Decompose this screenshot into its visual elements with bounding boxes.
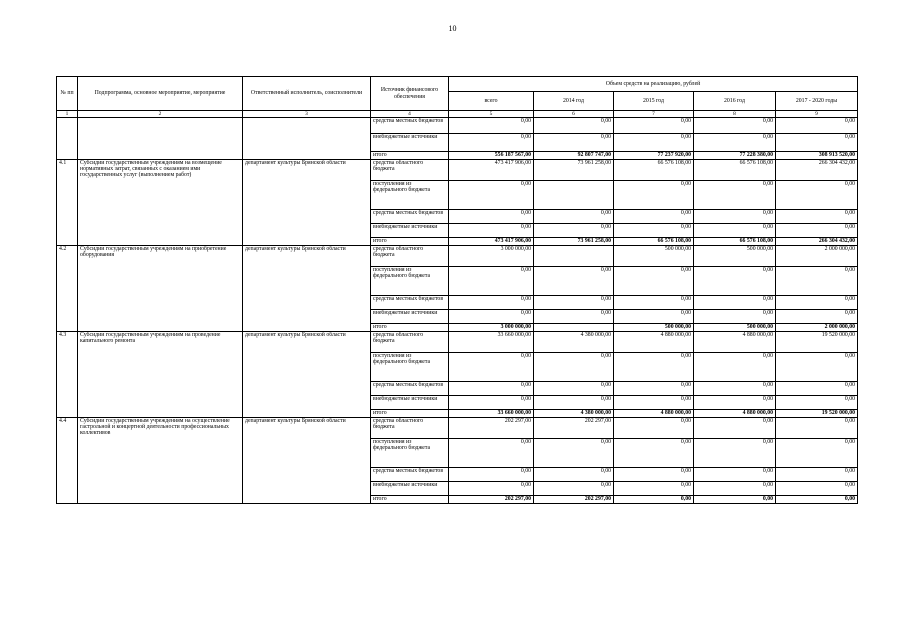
header-source: Источник финансового обеспечения	[371, 77, 449, 111]
source-cell: внебюджетные источники	[371, 310, 449, 324]
value-cell: 0,00	[694, 468, 776, 482]
item-num	[57, 118, 78, 160]
source-cell: итого	[371, 496, 449, 504]
value-cell: 0,00	[776, 267, 858, 296]
value-cell: 0,00	[534, 267, 614, 296]
value-cell: 0,00	[449, 267, 534, 296]
value-cell: 33 660 000,00	[449, 332, 534, 353]
source-cell: поступления из федерального бюджета	[371, 353, 449, 382]
source-cell: средства местных бюджетов	[371, 468, 449, 482]
value-cell: 0,00	[694, 267, 776, 296]
value-cell: 0,00	[776, 134, 858, 152]
value-cell: 0,00	[694, 482, 776, 496]
total-value-cell: 2 000 000,00	[776, 324, 858, 332]
value-cell: 473 417 906,00	[449, 160, 534, 181]
value-cell: 500 000,00	[614, 246, 694, 267]
value-cell: 0,00	[449, 181, 534, 210]
value-cell: 0,00	[614, 482, 694, 496]
total-value-cell: 473 417 906,00	[449, 238, 534, 246]
value-cell: 66 576 108,00	[694, 160, 776, 181]
value-cell: 0,00	[694, 439, 776, 468]
value-cell: 0,00	[449, 224, 534, 238]
value-cell: 0,00	[776, 296, 858, 310]
value-cell: 0,00	[614, 210, 694, 224]
value-cell: 2 000 000,00	[776, 246, 858, 267]
total-value-cell: 92 807 747,00	[534, 152, 614, 160]
column-index: 5	[449, 111, 534, 118]
total-value-cell: 202 297,00	[449, 496, 534, 504]
value-cell: 0,00	[694, 310, 776, 324]
total-value-cell: 77 228 380,00	[694, 152, 776, 160]
value-cell: 0,00	[694, 418, 776, 439]
value-cell: 0,00	[449, 468, 534, 482]
value-cell: 4 380 000,00	[534, 332, 614, 353]
header-year-2014: 2014 год	[534, 92, 614, 111]
header-year-2016: 2016 год	[694, 92, 776, 111]
value-cell: 266 304 432,00	[776, 160, 858, 181]
value-cell: 0,00	[776, 482, 858, 496]
source-cell: средства местных бюджетов	[371, 118, 449, 134]
value-cell: 0,00	[694, 134, 776, 152]
item-executor	[243, 118, 371, 160]
column-index: 1	[57, 111, 78, 118]
item-executor: департамент культуры Брянской области	[243, 160, 371, 246]
value-cell: 0,00	[534, 296, 614, 310]
value-cell: 0,00	[776, 439, 858, 468]
source-cell: внебюджетные источники	[371, 134, 449, 152]
value-cell: 0,00	[614, 134, 694, 152]
column-index: 8	[694, 111, 776, 118]
header-num: № пп	[57, 77, 78, 111]
item-executor: департамент культуры Брянской области	[243, 418, 371, 504]
value-cell: 0,00	[694, 181, 776, 210]
total-value-cell: 500 000,00	[694, 324, 776, 332]
value-cell: 0,00	[694, 382, 776, 396]
item-name: Субсидии государственным учреждениям на возмещение нормативных затрат, связанных с оказанием ими государственных услуг (выполнением работ)	[78, 160, 243, 246]
value-cell: 0,00	[449, 396, 534, 410]
value-cell: 0,00	[534, 468, 614, 482]
source-cell: средства областного бюджета	[371, 160, 449, 181]
value-cell	[534, 181, 614, 210]
value-cell: 0,00	[614, 296, 694, 310]
column-index: 2	[78, 111, 243, 118]
column-index: 4	[371, 111, 449, 118]
header-volume: Объем средств на реализацию, рублей	[449, 77, 858, 92]
value-cell: 0,00	[449, 296, 534, 310]
total-value-cell: 4 880 000,00	[614, 410, 694, 418]
total-value-cell: 500 000,00	[614, 324, 694, 332]
value-cell: 0,00	[614, 396, 694, 410]
total-value-cell: 3 000 000,00	[449, 324, 534, 332]
value-cell: 0,00	[449, 382, 534, 396]
value-cell: 66 576 108,00	[614, 160, 694, 181]
value-cell: 0,00	[534, 396, 614, 410]
value-cell: 0,00	[614, 439, 694, 468]
total-value-cell: 66 576 108,00	[614, 238, 694, 246]
header-year-2015: 2015 год	[614, 92, 694, 111]
value-cell: 0,00	[776, 181, 858, 210]
header-year-total: всего	[449, 92, 534, 111]
header-program: Подпрограмма, основное мероприятие, мероприятие	[78, 77, 243, 111]
value-cell: 0,00	[776, 468, 858, 482]
column-index: 7	[614, 111, 694, 118]
source-cell: средства областного бюджета	[371, 332, 449, 353]
value-cell: 0,00	[449, 210, 534, 224]
total-value-cell: 66 576 108,00	[694, 238, 776, 246]
value-cell: 0,00	[614, 418, 694, 439]
value-cell: 0,00	[776, 224, 858, 238]
source-cell: средства областного бюджета	[371, 418, 449, 439]
value-cell: 202 297,00	[449, 418, 534, 439]
value-cell: 0,00	[614, 224, 694, 238]
value-cell: 0,00	[449, 482, 534, 496]
total-value-cell: 0,00	[694, 496, 776, 504]
value-cell: 0,00	[776, 310, 858, 324]
value-cell: 4 880 000,00	[614, 332, 694, 353]
source-cell: итого	[371, 410, 449, 418]
value-cell: 0,00	[534, 439, 614, 468]
column-index-row	[57, 111, 858, 118]
value-cell: 3 000 000,00	[449, 246, 534, 267]
value-cell: 500 000,00	[694, 246, 776, 267]
table-row	[57, 160, 858, 181]
total-value-cell: 266 304 432,00	[776, 238, 858, 246]
value-cell: 0,00	[776, 396, 858, 410]
total-value-cell: 77 237 920,00	[614, 152, 694, 160]
table-row	[57, 246, 858, 267]
total-value-cell: 33 660 000,00	[449, 410, 534, 418]
source-cell: средства местных бюджетов	[371, 210, 449, 224]
total-value-cell: 202 297,00	[534, 496, 614, 504]
source-cell: внебюджетные источники	[371, 224, 449, 238]
value-cell: 0,00	[694, 118, 776, 134]
item-name: Субсидии государственным учреждениям на приобретение оборудования	[78, 246, 243, 332]
source-cell: поступления из федерального бюджета	[371, 181, 449, 210]
value-cell: 0,00	[694, 396, 776, 410]
value-cell: 0,00	[614, 267, 694, 296]
table-row	[57, 118, 858, 134]
source-cell: средства областного бюджета	[371, 246, 449, 267]
value-cell: 0,00	[614, 353, 694, 382]
item-name	[78, 118, 243, 160]
source-cell: средства местных бюджетов	[371, 296, 449, 310]
total-value-cell: 308 913 520,00	[776, 152, 858, 160]
value-cell: 0,00	[614, 310, 694, 324]
value-cell: 0,00	[449, 353, 534, 382]
item-name: Субсидии государственным учреждениям на проведение капитального ремонта	[78, 332, 243, 418]
item-name: Субсидии государственным учреждениям на осуществление гастрольной и концертной деятельности профессиональных коллективов	[78, 418, 243, 504]
page-number: 10	[448, 24, 457, 33]
source-cell: средства местных бюджетов	[371, 382, 449, 396]
total-value-cell: 0,00	[776, 496, 858, 504]
column-index: 3	[243, 111, 371, 118]
value-cell: 4 880 000,00	[694, 332, 776, 353]
source-cell: поступления из федерального бюджета	[371, 267, 449, 296]
table-row	[57, 418, 858, 439]
value-cell: 0,00	[534, 382, 614, 396]
item-executor: департамент культуры Брянской области	[243, 246, 371, 332]
total-value-cell: 19 520 000,00	[776, 410, 858, 418]
value-cell: 0,00	[776, 210, 858, 224]
value-cell: 0,00	[614, 468, 694, 482]
item-num: 4.1	[57, 160, 78, 246]
header-year-2017-2020: 2017 - 2020 годы	[776, 92, 858, 111]
header-executor: Ответственный исполнитель, соисполнители	[243, 77, 371, 111]
value-cell	[534, 246, 614, 267]
value-cell: 0,00	[776, 353, 858, 382]
value-cell: 0,00	[776, 418, 858, 439]
value-cell: 0,00	[694, 296, 776, 310]
item-executor: департамент культуры Брянской области	[243, 332, 371, 418]
value-cell: 0,00	[614, 118, 694, 134]
value-cell: 0,00	[694, 353, 776, 382]
value-cell: 0,00	[776, 382, 858, 396]
value-cell: 0,00	[449, 439, 534, 468]
value-cell: 0,00	[534, 482, 614, 496]
total-value-cell	[534, 324, 614, 332]
total-value-cell: 556 187 567,00	[449, 152, 534, 160]
value-cell: 73 961 258,00	[534, 160, 614, 181]
value-cell: 0,00	[614, 382, 694, 396]
total-value-cell: 73 961 258,00	[534, 238, 614, 246]
value-cell: 0,00	[449, 134, 534, 152]
value-cell: 0,00	[534, 310, 614, 324]
total-value-cell: 4 380 000,00	[534, 410, 614, 418]
table-row	[57, 332, 858, 353]
budget-table	[56, 76, 858, 504]
header-row	[57, 77, 858, 92]
item-num: 4.3	[57, 332, 78, 418]
value-cell: 0,00	[694, 224, 776, 238]
source-cell: итого	[371, 152, 449, 160]
value-cell: 0,00	[776, 118, 858, 134]
value-cell: 19 520 000,00	[776, 332, 858, 353]
total-value-cell: 4 880 000,00	[694, 410, 776, 418]
total-value-cell: 0,00	[614, 496, 694, 504]
source-cell: внебюджетные источники	[371, 396, 449, 410]
value-cell: 0,00	[534, 118, 614, 134]
value-cell: 0,00	[534, 134, 614, 152]
column-index: 9	[776, 111, 858, 118]
source-cell: итого	[371, 238, 449, 246]
value-cell: 0,00	[534, 353, 614, 382]
value-cell: 0,00	[534, 210, 614, 224]
source-cell: итого	[371, 324, 449, 332]
source-cell: внебюджетные источники	[371, 482, 449, 496]
source-cell: поступления из федерального бюджета	[371, 439, 449, 468]
value-cell: 0,00	[449, 310, 534, 324]
value-cell: 0,00	[534, 224, 614, 238]
item-num: 4.4	[57, 418, 78, 504]
value-cell: 0,00	[614, 181, 694, 210]
column-index: 6	[534, 111, 614, 118]
value-cell: 0,00	[449, 118, 534, 134]
item-num: 4.2	[57, 246, 78, 332]
value-cell: 202 297,00	[534, 418, 614, 439]
value-cell: 0,00	[694, 210, 776, 224]
